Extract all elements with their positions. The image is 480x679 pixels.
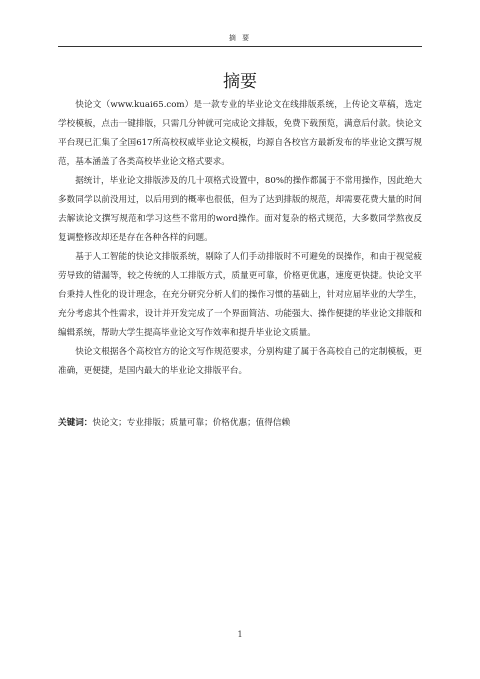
abstract-paragraph: 据统计，毕业论文排版涉及的几十项格式设置中，80%的操作都属于不常用操作，因此绝大多数同学以前没用过，以后用到的概率也很低，但为了达到排版的规范，却需要花费大量的时间去解读论文撰写规范和学习这些不常用的word操作。面对复杂的格式规范，大多数同学熬夜反复调整修改却还是存在各种各样的问题。 [58, 176, 422, 243]
abstract-paragraph: 快论文根据各个高校官方的论文写作规范要求，分别构建了属于各高校自己的定制模板，更准确，更便捷，是国内最大的毕业论文排版平台。 [58, 347, 422, 376]
page-number: 1 [237, 630, 243, 639]
keywords-text: 快论文；专业排版；质量可靠；价格优惠；值得信赖 [92, 418, 291, 428]
running-header: 摘 要 [228, 34, 252, 42]
header-divider [58, 46, 422, 47]
page-title: 摘要 [223, 72, 257, 92]
keywords-line [58, 414, 422, 433]
keywords-label: 关键词： [58, 418, 93, 428]
abstract-paragraph: 基于人工智能的快论文排版系统，剔除了人们手动排版时不可避免的误操作，和由于视觉疲劳导致的错漏等，较之传统的人工排版方式，质量更可靠，价格更优惠，速度更快捷。快论文平台秉持人性化的设计理念，在充分研究分析人们的操作习惯的基础上，针对应届毕业的大学生，充分考虑其个性需求，设计并开发完成了一个界面简洁、功能强大、操作便捷的毕业论文排版和编辑系统，帮助大学生提高毕业论文写作效率和提升毕业论文质量。 [58, 252, 422, 338]
abstract-paragraph: 快论文（www.kuai65.com）是一款专业的毕业论文在线排版系统，上传论文草稿，选定学校模板，点击一键排版，只需几分钟就可完成论文排版，免费下载预览，满意后付款。快论文平台现已汇集了全国617所高校权威毕业论文模板，均源自各校官方最新发布的毕业论文撰写规范，基本涵盖了各类高校毕业论文格式要求。 [58, 100, 422, 167]
abstract-body [58, 96, 422, 381]
